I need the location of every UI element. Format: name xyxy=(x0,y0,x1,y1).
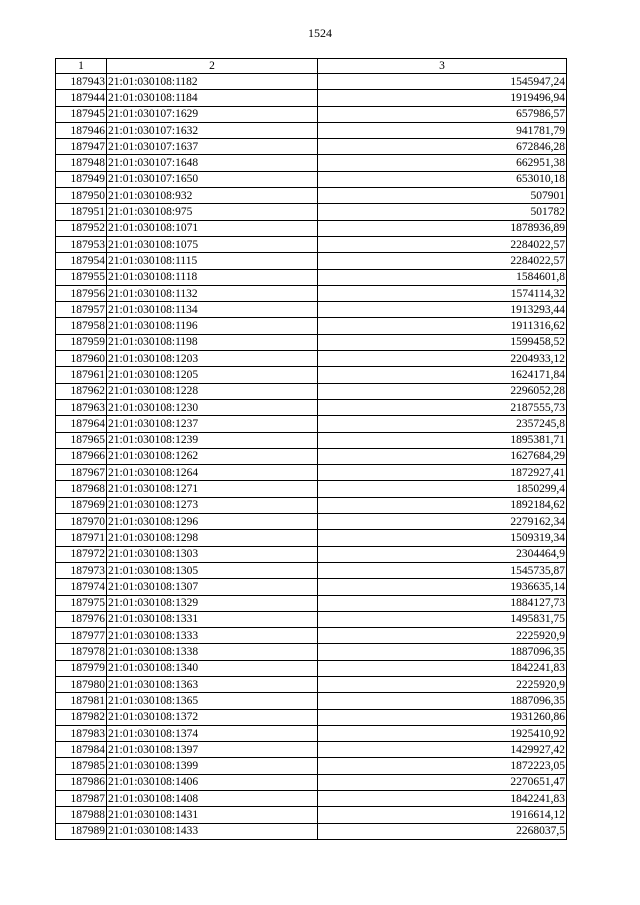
cadastral-number-cell: 21:01:030108:1340 xyxy=(107,660,318,676)
row-number-cell: 187983 xyxy=(56,725,107,741)
value-cell: 1850299,4 xyxy=(318,481,567,497)
row-number-cell: 187962 xyxy=(56,383,107,399)
table-row xyxy=(56,416,567,432)
value-cell: 2279162,34 xyxy=(318,514,567,530)
row-number-cell: 187969 xyxy=(56,497,107,513)
table-row xyxy=(56,285,567,301)
value-cell: 2296052,28 xyxy=(318,383,567,399)
table-row xyxy=(56,562,567,578)
cadastral-number-cell: 21:01:030107:1637 xyxy=(107,139,318,155)
value-cell: 2304464,9 xyxy=(318,546,567,562)
cadastral-number-cell: 21:01:030108:932 xyxy=(107,188,318,204)
cadastral-number-cell: 21:01:030107:1629 xyxy=(107,106,318,122)
table-row xyxy=(56,676,567,692)
registry-table xyxy=(55,58,567,840)
table-row xyxy=(56,90,567,106)
row-number-cell: 187986 xyxy=(56,774,107,790)
row-number-cell: 187989 xyxy=(56,823,107,839)
value-cell: 1842241,83 xyxy=(318,791,567,807)
table-row xyxy=(56,758,567,774)
value-cell: 2225920,9 xyxy=(318,628,567,644)
table-row xyxy=(56,432,567,448)
value-cell: 1429927,42 xyxy=(318,742,567,758)
value-cell: 1916614,12 xyxy=(318,807,567,823)
row-number-cell: 187947 xyxy=(56,139,107,155)
cadastral-number-cell: 21:01:030108:1374 xyxy=(107,725,318,741)
value-cell: 1627684,29 xyxy=(318,448,567,464)
value-cell: 941781,79 xyxy=(318,122,567,138)
table-row xyxy=(56,106,567,122)
value-cell: 1599458,52 xyxy=(318,334,567,350)
table-row xyxy=(56,514,567,530)
value-cell: 1842241,83 xyxy=(318,660,567,676)
row-number-cell: 187957 xyxy=(56,302,107,318)
value-cell: 1545735,87 xyxy=(318,562,567,578)
value-cell: 672846,28 xyxy=(318,139,567,155)
cadastral-number-cell: 21:01:030108:1071 xyxy=(107,220,318,236)
table-row xyxy=(56,546,567,562)
row-number-cell: 187952 xyxy=(56,220,107,236)
row-number-cell: 187951 xyxy=(56,204,107,220)
row-number-cell: 187980 xyxy=(56,676,107,692)
row-number-cell: 187954 xyxy=(56,253,107,269)
row-number-cell: 187953 xyxy=(56,236,107,252)
value-cell: 1936635,14 xyxy=(318,579,567,595)
table-row xyxy=(56,367,567,383)
cadastral-number-cell: 21:01:030108:1397 xyxy=(107,742,318,758)
table-row xyxy=(56,448,567,464)
value-cell: 662951,38 xyxy=(318,155,567,171)
value-cell: 1872223,05 xyxy=(318,758,567,774)
cadastral-number-cell: 21:01:030108:1230 xyxy=(107,399,318,415)
value-cell: 1887096,35 xyxy=(318,693,567,709)
table-row xyxy=(56,481,567,497)
row-number-cell: 187966 xyxy=(56,448,107,464)
value-cell: 1887096,35 xyxy=(318,644,567,660)
row-number-cell: 187974 xyxy=(56,579,107,595)
table-row xyxy=(56,155,567,171)
row-number-cell: 187943 xyxy=(56,74,107,90)
table-row xyxy=(56,725,567,741)
cadastral-number-cell: 21:01:030108:1372 xyxy=(107,709,318,725)
cadastral-number-cell: 21:01:030108:1237 xyxy=(107,416,318,432)
cadastral-number-cell: 21:01:030108:1303 xyxy=(107,546,318,562)
row-number-cell: 187944 xyxy=(56,90,107,106)
row-number-cell: 187973 xyxy=(56,562,107,578)
value-cell: 501782 xyxy=(318,204,567,220)
value-cell: 2357245,8 xyxy=(318,416,567,432)
table-row xyxy=(56,497,567,513)
cadastral-number-cell: 21:01:030108:1338 xyxy=(107,644,318,660)
row-number-cell: 187985 xyxy=(56,758,107,774)
value-cell: 653010,18 xyxy=(318,171,567,187)
column-header-3: 3 xyxy=(318,59,567,74)
table-body xyxy=(56,74,567,840)
row-number-cell: 187968 xyxy=(56,481,107,497)
row-number-cell: 187945 xyxy=(56,106,107,122)
row-number-cell: 187979 xyxy=(56,660,107,676)
row-number-cell: 187959 xyxy=(56,334,107,350)
cadastral-number-cell: 21:01:030108:1203 xyxy=(107,351,318,367)
row-number-cell: 187981 xyxy=(56,693,107,709)
table-row xyxy=(56,709,567,725)
cadastral-number-cell: 21:01:030108:1075 xyxy=(107,236,318,252)
cadastral-number-cell: 21:01:030108:1118 xyxy=(107,269,318,285)
row-number-cell: 187987 xyxy=(56,791,107,807)
table-row xyxy=(56,660,567,676)
value-cell: 657986,57 xyxy=(318,106,567,122)
value-cell: 1911316,62 xyxy=(318,318,567,334)
row-number-cell: 187977 xyxy=(56,628,107,644)
row-number-cell: 187965 xyxy=(56,432,107,448)
value-cell: 2270651,47 xyxy=(318,774,567,790)
cadastral-number-cell: 21:01:030108:1182 xyxy=(107,74,318,90)
row-number-cell: 187950 xyxy=(56,188,107,204)
table-row xyxy=(56,139,567,155)
table-row xyxy=(56,399,567,415)
row-number-cell: 187964 xyxy=(56,416,107,432)
table-row xyxy=(56,465,567,481)
cadastral-number-cell: 21:01:030108:1329 xyxy=(107,595,318,611)
table-row xyxy=(56,595,567,611)
row-number-cell: 187960 xyxy=(56,351,107,367)
table-row xyxy=(56,220,567,236)
value-cell: 2187555,73 xyxy=(318,399,567,415)
value-cell: 1624171,84 xyxy=(318,367,567,383)
table-row xyxy=(56,774,567,790)
cadastral-number-cell: 21:01:030108:1399 xyxy=(107,758,318,774)
value-cell: 2284022,57 xyxy=(318,253,567,269)
row-number-cell: 187958 xyxy=(56,318,107,334)
value-cell: 1892184,62 xyxy=(318,497,567,513)
cadastral-number-cell: 21:01:030108:1333 xyxy=(107,628,318,644)
column-header-2: 2 xyxy=(107,59,318,74)
value-cell: 2268037,5 xyxy=(318,823,567,839)
table-row xyxy=(56,236,567,252)
table-row xyxy=(56,742,567,758)
row-number-cell: 187978 xyxy=(56,644,107,660)
value-cell: 1584601,8 xyxy=(318,269,567,285)
value-cell: 1919496,94 xyxy=(318,90,567,106)
row-number-cell: 187984 xyxy=(56,742,107,758)
value-cell: 1509319,34 xyxy=(318,530,567,546)
table-row xyxy=(56,302,567,318)
row-number-cell: 187970 xyxy=(56,514,107,530)
cadastral-number-cell: 21:01:030108:1433 xyxy=(107,823,318,839)
row-number-cell: 187955 xyxy=(56,269,107,285)
row-number-cell: 187948 xyxy=(56,155,107,171)
cadastral-number-cell: 21:01:030108:1264 xyxy=(107,465,318,481)
table-row xyxy=(56,351,567,367)
cadastral-number-cell: 21:01:030108:1271 xyxy=(107,481,318,497)
table-row xyxy=(56,823,567,839)
table-row xyxy=(56,269,567,285)
table-row xyxy=(56,807,567,823)
row-number-cell: 187972 xyxy=(56,546,107,562)
table-row xyxy=(56,628,567,644)
row-number-cell: 187976 xyxy=(56,611,107,627)
table-row xyxy=(56,188,567,204)
cadastral-number-cell: 21:01:030108:1298 xyxy=(107,530,318,546)
value-cell: 1913293,44 xyxy=(318,302,567,318)
cadastral-number-cell: 21:01:030108:1296 xyxy=(107,514,318,530)
cadastral-number-cell: 21:01:030108:1196 xyxy=(107,318,318,334)
cadastral-number-cell: 21:01:030108:1262 xyxy=(107,448,318,464)
value-cell: 507901 xyxy=(318,188,567,204)
cadastral-number-cell: 21:01:030108:1305 xyxy=(107,562,318,578)
cadastral-number-cell: 21:01:030108:1198 xyxy=(107,334,318,350)
cadastral-number-cell: 21:01:030108:1205 xyxy=(107,367,318,383)
table-row xyxy=(56,791,567,807)
cadastral-number-cell: 21:01:030108:1406 xyxy=(107,774,318,790)
value-cell: 1884127,73 xyxy=(318,595,567,611)
row-number-cell: 187971 xyxy=(56,530,107,546)
table-row xyxy=(56,530,567,546)
cadastral-number-cell: 21:01:030108:1184 xyxy=(107,90,318,106)
row-number-cell: 187949 xyxy=(56,171,107,187)
header-row xyxy=(56,59,567,74)
table-row xyxy=(56,334,567,350)
value-cell: 2225920,9 xyxy=(318,676,567,692)
column-header-1: 1 xyxy=(56,59,107,74)
cadastral-number-cell: 21:01:030108:1365 xyxy=(107,693,318,709)
row-number-cell: 187982 xyxy=(56,709,107,725)
row-number-cell: 187967 xyxy=(56,465,107,481)
cadastral-number-cell: 21:01:030108:1431 xyxy=(107,807,318,823)
table-row xyxy=(56,171,567,187)
cadastral-number-cell: 21:01:030108:1363 xyxy=(107,676,318,692)
row-number-cell: 187975 xyxy=(56,595,107,611)
cadastral-number-cell: 21:01:030108:1307 xyxy=(107,579,318,595)
table-row xyxy=(56,644,567,660)
row-number-cell: 187961 xyxy=(56,367,107,383)
table-row xyxy=(56,204,567,220)
table-row xyxy=(56,693,567,709)
cadastral-number-cell: 21:01:030108:1132 xyxy=(107,285,318,301)
cadastral-number-cell: 21:01:030107:1650 xyxy=(107,171,318,187)
value-cell: 1495831,75 xyxy=(318,611,567,627)
row-number-cell: 187946 xyxy=(56,122,107,138)
table-row xyxy=(56,74,567,90)
value-cell: 1545947,24 xyxy=(318,74,567,90)
row-number-cell: 187988 xyxy=(56,807,107,823)
table-row xyxy=(56,122,567,138)
value-cell: 1931260,86 xyxy=(318,709,567,725)
cadastral-number-cell: 21:01:030108:1228 xyxy=(107,383,318,399)
row-number-cell: 187963 xyxy=(56,399,107,415)
value-cell: 1895381,71 xyxy=(318,432,567,448)
table-row xyxy=(56,579,567,595)
value-cell: 1878936,89 xyxy=(318,220,567,236)
table-header xyxy=(56,59,567,74)
cadastral-number-cell: 21:01:030108:1273 xyxy=(107,497,318,513)
cadastral-number-cell: 21:01:030107:1648 xyxy=(107,155,318,171)
cadastral-number-cell: 21:01:030108:1239 xyxy=(107,432,318,448)
cadastral-number-cell: 21:01:030108:1331 xyxy=(107,611,318,627)
value-cell: 1872927,41 xyxy=(318,465,567,481)
cadastral-number-cell: 21:01:030108:1134 xyxy=(107,302,318,318)
table-row xyxy=(56,383,567,399)
value-cell: 1574114,32 xyxy=(318,285,567,301)
value-cell: 2284022,57 xyxy=(318,236,567,252)
cadastral-number-cell: 21:01:030108:1115 xyxy=(107,253,318,269)
cadastral-number-cell: 21:01:030108:975 xyxy=(107,204,318,220)
row-number-cell: 187956 xyxy=(56,285,107,301)
value-cell: 1925410,92 xyxy=(318,725,567,741)
table-row xyxy=(56,318,567,334)
value-cell: 2204933,12 xyxy=(318,351,567,367)
cadastral-number-cell: 21:01:030108:1408 xyxy=(107,791,318,807)
cadastral-number-cell: 21:01:030107:1632 xyxy=(107,122,318,138)
table-row xyxy=(56,253,567,269)
table-row xyxy=(56,611,567,627)
page-number: 1524 xyxy=(308,26,332,40)
